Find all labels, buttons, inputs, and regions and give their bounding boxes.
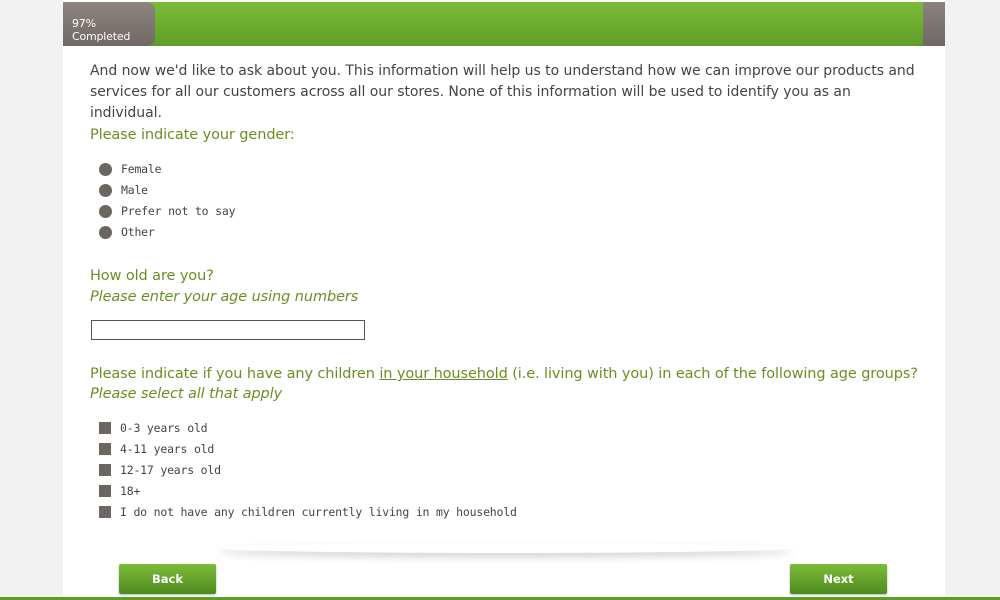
gender-option-prefer-not-to-say[interactable] bbox=[99, 204, 235, 218]
children-option-label: 12-17 years old bbox=[120, 463, 221, 477]
children-option-label: 0-3 years old bbox=[120, 421, 208, 435]
household-link[interactable]: in your household bbox=[379, 366, 508, 382]
age-hint: Please enter your age using numbers bbox=[90, 289, 359, 305]
children-option-0-3[interactable] bbox=[99, 421, 207, 435]
children-question-text: Please indicate if you have any children bbox=[90, 366, 380, 382]
progress-indicator bbox=[63, 2, 155, 46]
age-question: How old are you? bbox=[90, 268, 214, 284]
radio-button[interactable] bbox=[99, 205, 112, 218]
gender-option-other[interactable] bbox=[99, 225, 155, 239]
progress-end-cap bbox=[923, 2, 945, 46]
checkbox[interactable] bbox=[99, 422, 111, 434]
radio-button[interactable] bbox=[99, 184, 112, 197]
checkbox[interactable] bbox=[99, 443, 111, 455]
gender-option-male[interactable] bbox=[99, 183, 148, 197]
checkbox[interactable] bbox=[99, 464, 111, 476]
gender-option-label: Prefer not to say bbox=[121, 204, 236, 218]
children-question-text-end: (i.e. living with you) in each of the following age groups? bbox=[507, 366, 918, 382]
children-question bbox=[90, 366, 918, 382]
children-option-18-plus[interactable] bbox=[99, 484, 140, 498]
children-option-12-17[interactable] bbox=[99, 463, 221, 477]
gender-option-label: Other bbox=[121, 225, 155, 239]
progress-bar bbox=[63, 2, 945, 46]
checkbox[interactable] bbox=[99, 485, 111, 497]
intro-text: And now we'd like to ask about you. This information will help us to understand how we can improve our products and services for all our customers across all our stores. None of this information will be used to identify you as an individual. bbox=[90, 63, 915, 121]
children-option-label: I do not have any children currently living in my household bbox=[120, 505, 517, 519]
back-button[interactable]: Back bbox=[119, 564, 216, 594]
gender-question: Please indicate your gender: bbox=[90, 127, 295, 143]
children-option-label: 4-11 years old bbox=[120, 442, 215, 456]
gender-option-label: Male bbox=[121, 183, 148, 197]
children-option-label: 18+ bbox=[120, 484, 141, 498]
gender-option-label: Female bbox=[121, 162, 162, 176]
radio-button[interactable] bbox=[99, 226, 112, 239]
checkbox[interactable] bbox=[99, 506, 111, 518]
next-button[interactable]: Next bbox=[790, 564, 887, 594]
survey-page bbox=[63, 0, 945, 600]
age-input[interactable] bbox=[91, 320, 365, 340]
section-divider-shadow bbox=[218, 543, 793, 553]
gender-option-female[interactable] bbox=[99, 162, 161, 176]
children-hint: Please select all that apply bbox=[90, 386, 283, 402]
children-option-none[interactable] bbox=[99, 505, 517, 519]
progress-label: 97% Completed bbox=[72, 17, 131, 43]
radio-button[interactable] bbox=[99, 163, 112, 176]
children-option-4-11[interactable] bbox=[99, 442, 214, 456]
